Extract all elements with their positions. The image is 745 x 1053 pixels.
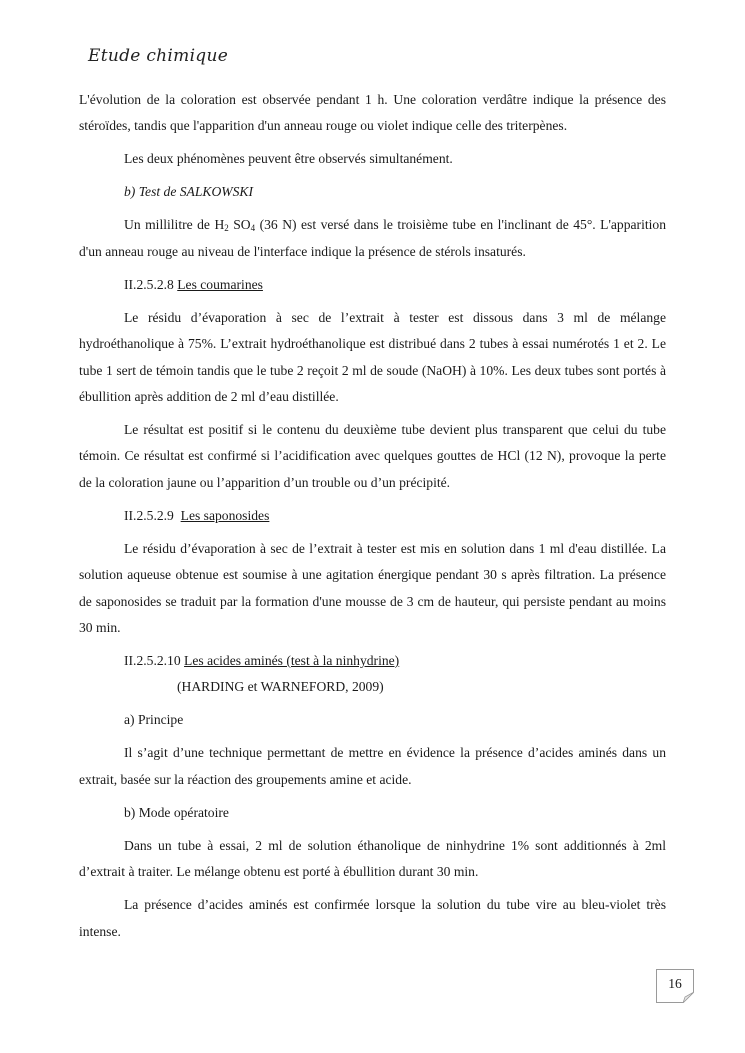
- page-body: [79, 87, 666, 945]
- salkowski-text-c: (36 N) est versé dans le troisième tube en l'inclinant de 45°. L'apparition d'un anneau rouge au niveau de l'interface indique la présence de stérols insaturés.: [79, 217, 667, 259]
- section-title: Les acides aminés (test à la ninhydrine): [184, 653, 400, 669]
- section-number: II.2.5.2.9: [124, 507, 174, 523]
- subheading-mode-operatoire: b) Mode opératoire: [124, 804, 229, 820]
- paragraph-simultaneous: Les deux phénomènes peuvent être observés simultanément.: [124, 151, 453, 167]
- section-heading-coumarines: [79, 272, 666, 298]
- paragraph-coumarines-procedure: Le résidu d’évaporation à sec de l’extrait à tester est dissous dans 3 ml de mélange hydroéthanolique à 75%. L’extrait hydroéthanolique est distribué dans 2 tubes à essai numérotés 1 et 2. Le tube 1 sert de témoin tandis que le tube 2 reçoit 2 ml de soude (NaOH) à 10%. Les deux tubes sont portés à ébullition après addition de 2 ml d’eau distillée.: [79, 309, 666, 405]
- paragraph-steroids-observation: L'évolution de la coloration est observée pendant 1 h. Une coloration verdâtre indique la présence des stéroïdes, tandis que l'apparition d'un anneau rouge ou violet indique celle des triterpènes.: [79, 92, 666, 134]
- subheading-salkowski: b) Test de SALKOWSKI: [124, 184, 254, 200]
- salkowski-text-b: SO: [228, 217, 251, 233]
- section-title: Les coumarines: [177, 276, 263, 292]
- running-header: Etude chimique: [88, 46, 229, 66]
- h2-subscript: 2: [224, 223, 229, 234]
- paragraph-mode-operatoire: Dans un tube à essai, 2 ml de solution éthanolique de ninhydrine 1% sont additionnés à 2ml d’extrait à traiter. Le mélange obtenu est porté à ébullition durant 30 min.: [79, 837, 666, 880]
- paragraph-coumarines-result: Le résultat est positif si le contenu du deuxième tube devient plus transparent que celui du tube témoin. Ce résultat est confirmé si l’acidification avec quelques gouttes de HCl (12 N), provoque la perte de la coloration jaune ou l’apparition d’un trouble ou d’un précipité.: [79, 422, 666, 490]
- paragraph-principe: Il s’agit d’une technique permettant de mettre en évidence la présence d’acides aminés dans un extrait, basée sur la réaction des groupements amine et acide.: [79, 745, 666, 787]
- paragraph-result: La présence d’acides aminés est confirmée lorsque la solution du tube vire au bleu-violet très intense.: [79, 897, 666, 939]
- page-number-box: [656, 969, 694, 1003]
- page-curl-icon: [683, 992, 694, 1003]
- paragraph-salkowski-procedure: [79, 212, 666, 265]
- section-heading-saponosides: [79, 503, 666, 529]
- section-number: II.2.5.2.10: [124, 653, 181, 669]
- section-reference: (HARDING et WARNEFORD, 2009): [177, 679, 384, 695]
- salkowski-text-a: Un millilitre de H: [124, 217, 225, 233]
- section-heading-acides-amines: [79, 648, 666, 674]
- section-title: Les saponosides: [180, 507, 270, 523]
- section-number: II.2.5.2.8: [124, 276, 174, 292]
- subheading-principe: a) Principe: [124, 712, 184, 728]
- so4-subscript: 4: [250, 223, 256, 234]
- page-number: 16: [668, 976, 682, 991]
- paragraph-saponosides-procedure: Le résidu d’évaporation à sec de l’extrait à tester est mis en solution dans 1 ml d'eau distillée. La solution aqueuse obtenue est soumise à une agitation énergique pendant 30 s après filtration. La présence de saponosides se traduit par la formation d'une mousse de 3 cm de hauteur, qui persiste pendant au moins 30 min.: [79, 540, 666, 636]
